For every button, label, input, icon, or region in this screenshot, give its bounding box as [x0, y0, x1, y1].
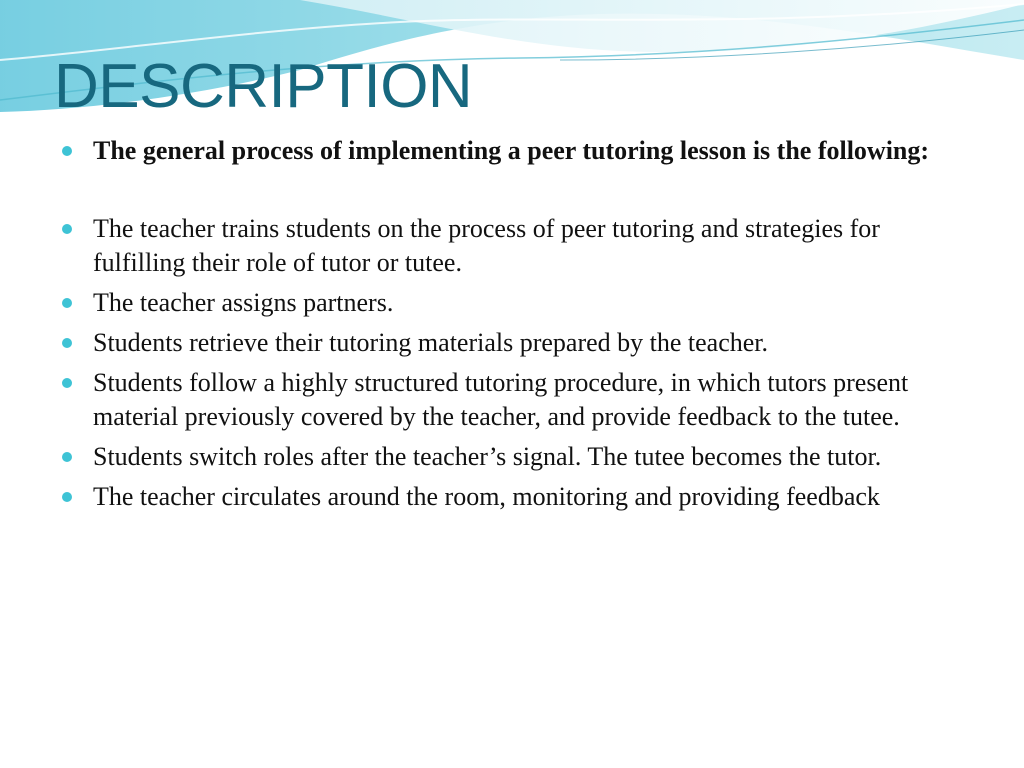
bullet-text: The teacher trains students on the process of peer tutoring and strategies for fulfilling their role of tutor or tutee. — [93, 214, 880, 277]
bullet-dot-icon — [62, 146, 72, 156]
bullet-text: Students switch roles after the teacher’s signal. The tutee becomes the tutor. — [93, 442, 882, 471]
bullet-dot-icon — [62, 338, 72, 348]
bullet-text: Students retrieve their tutoring materials prepared by the teacher. — [93, 328, 769, 357]
slide-title: DESCRIPTION — [54, 52, 473, 121]
bullet-dot-icon — [62, 224, 72, 234]
bullet-item — [60, 286, 960, 320]
bullet-item — [60, 480, 960, 514]
bullet-item — [60, 326, 960, 360]
bullet-text: The teacher assigns partners. — [93, 288, 394, 317]
bullet-dot-icon — [62, 492, 72, 502]
bullet-item — [60, 366, 960, 434]
bullet-text: Students follow a highly structured tutoring procedure, in which tutors present material previously covered by the teacher, and provide feedback to the tutee. — [93, 368, 909, 431]
bullet-item — [60, 134, 960, 168]
bullet-item — [60, 212, 960, 280]
bullet-dot-icon — [62, 378, 72, 388]
bullet-item — [60, 440, 960, 474]
bullet-list — [60, 134, 960, 520]
bullet-dot-icon — [62, 298, 72, 308]
bullet-text: The teacher circulates around the room, monitoring and providing feedback — [93, 482, 880, 511]
bullet-dot-icon — [62, 452, 72, 462]
bullet-text-bold: The general process of implementing a peer tutoring lesson is the following: — [93, 136, 930, 165]
